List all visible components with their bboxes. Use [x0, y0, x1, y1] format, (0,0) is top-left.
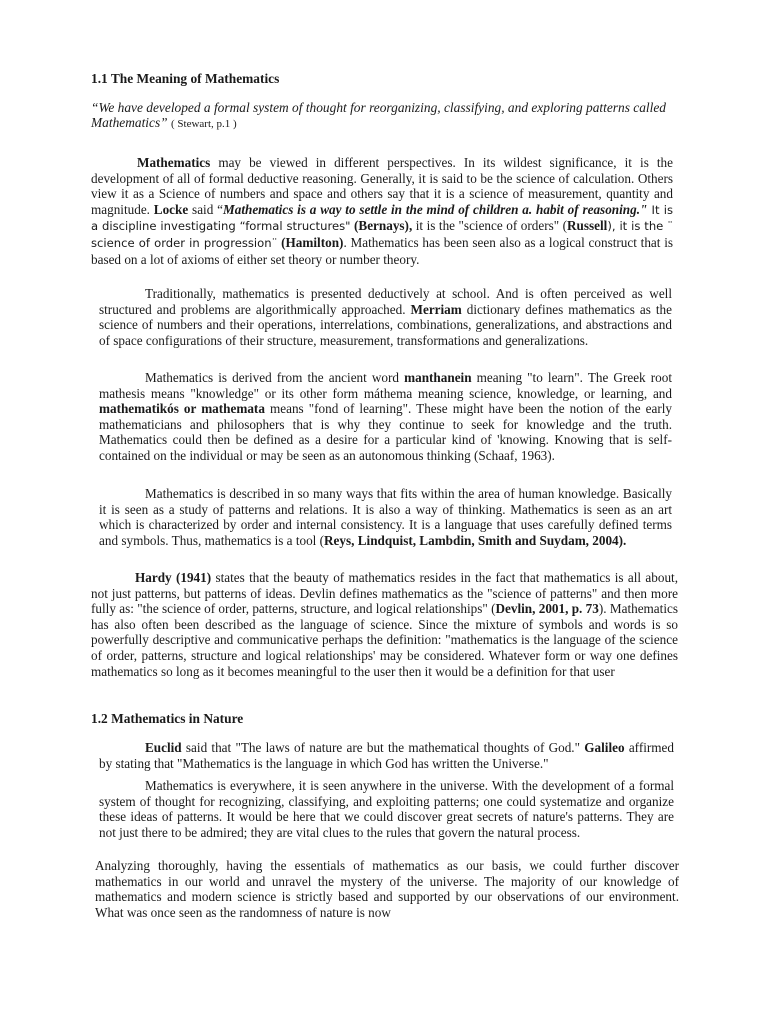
p6-text-a: said that "The laws of nature are but the mathematical thoughts of God."	[181, 740, 585, 755]
name-hamilton: (Hamilton)	[281, 234, 344, 250]
name-galileo: Galileo	[584, 740, 625, 755]
paragraph-hardy	[91, 570, 678, 679]
term-manthanein: manthanein	[404, 370, 472, 385]
locke-quote: Mathematics is a way to settle in the mind of children a. habit of reasoning."	[223, 201, 648, 217]
paragraph-definitions	[91, 155, 673, 267]
name-bernays: (Bernays),	[354, 218, 413, 234]
name-euclid: Euclid	[145, 740, 182, 755]
opening-quote	[91, 100, 681, 133]
term-mathematikos: mathematikós or mathemata	[99, 401, 265, 417]
p1-text-f: . Mathematics has been seen also as a logical construct that is based on a lot of axioms of either set theory or number theory.	[91, 234, 673, 267]
paragraph-euclid	[99, 740, 674, 771]
quote-source: ( Stewart, p.1 )	[170, 118, 237, 131]
section-heading-1-1: 1.1 The Meaning of Mathematics	[91, 71, 280, 86]
p5-text-a: states that the beauty of mathematics resides in the fact that mathematics is all about, not just patterns, but patterns of ideas. Devlin defines mathematics as the "science of patterns" and then more fully as: "the science of order, patterns, structure, and logical relationships" (	[91, 570, 678, 617]
p8-text: Analyzing thoroughly, having the essentials of mathematics as our basis, we could further discover mathematics in our world and unravel the mystery of the universe. The majority of our knowledge of mathematics and modern science is strictly based and supported by our observations of our environment. What was once seen as the randomness of nature is now	[95, 858, 679, 920]
p1-text-d: it is the "science of orders" (	[412, 218, 568, 234]
p1-text-b: said “	[188, 201, 223, 217]
p1-text-c: It is a discipline investigating “formal structures"	[91, 202, 673, 234]
citation-hardy: Hardy (1941)	[135, 570, 212, 585]
p4-text-a: Mathematics is described in so many ways that fits within the area of human knowledge. Basically it is seen as a study of patterns and relations. It is also a way of thinking. Mathematics is seen as an art which is characterized by order and internal consistency. It is a language that uses carefully defined terms and symbols. Thus, mathematics is a tool (	[99, 486, 672, 548]
p6-text-b: affirmed by stating that "Mathematics is the language in which God has written the Universe."	[99, 740, 674, 771]
p1-text-e: ), it is the ¨ science of order in progression¨	[91, 219, 674, 250]
p3-text-a: Mathematics is derived from the ancient word	[145, 370, 405, 385]
paragraph-etymology	[99, 370, 672, 464]
paragraph-everywhere	[99, 778, 674, 840]
paragraph-analyzing	[95, 858, 679, 920]
name-locke: Locke	[153, 201, 189, 217]
section-heading-1-2: 1.2 Mathematics in Nature	[91, 711, 244, 726]
name-merriam: Merriam	[410, 301, 462, 317]
name-russell: Russell	[567, 218, 608, 234]
p7-text: Mathematics is everywhere, it is seen anywhere in the universe. With the development of a formal system of thought for recognizing, classifying, and exploiting patterns; one could systematize and organize these ideas of patterns. It would be here that we could discover great secrets of nature's patterns. They are not just there to be admired; they are vital clues to the rules that govern the natural process.	[99, 778, 674, 840]
p5-text-b: ). Mathematics has also often been described as the language of science. Since the mixture of symbols and words is so powerfully descriptive and communicative perhaps the definition: "mathematics is the language of the science of order, patterns, structure and logical relationships' may be considered. Whatever form or way one defines mathematics so long as it becomes meaningful to the user then it would be a definition for that user	[91, 601, 678, 679]
quote-text: “We have developed a formal system of thought for reorganizing, classifying, and exploring patterns called Mathematics”	[91, 100, 666, 131]
p2-text-b: dictionary defines mathematics as the science of numbers and their operations, interrelations, combinations, generalizations, and abstractions and of space configurations of their structure, measurement, transformations and generalizations.	[99, 301, 672, 348]
citation-devlin: Devlin, 2001, p. 73	[495, 601, 599, 617]
p2-text-a: Traditionally, mathematics is presented deductively at school. And is often perceived as well structured and problems are algorithmically approached.	[99, 286, 672, 317]
term-mathematics: Mathematics	[137, 155, 211, 170]
p1-text-a: may be viewed in different perspectives. In its wildest significance, it is the development of all of formal deductive reasoning. Generally, it is said to be the science of calculation. Others view it as a Science of numbers and space and others say that it is a science of measurement, quantity and magnitude.	[91, 155, 673, 217]
p3-text-c: means "fond of learning". These might have been the notion of the early mathematicians and philosophers that is why they continue to seek for knowledge and the truth. Mathematics could then be defined as a desire for a particular kind of 'knowing. Knowing that is self-contained on the individual or may be seen as an autonomous thinking (Schaaf, 1963).	[99, 401, 672, 463]
citation-reys: Reys, Lindquist, Lambdin, Smith and Suydam, 2004).	[324, 532, 627, 548]
paragraph-traditionally	[99, 286, 672, 348]
paragraph-described	[99, 486, 672, 548]
p3-text-b: meaning "to learn". The Greek root mathesis means "knowledge" or its other form máthema meaning science, knowledge, or learning, and	[99, 370, 672, 401]
